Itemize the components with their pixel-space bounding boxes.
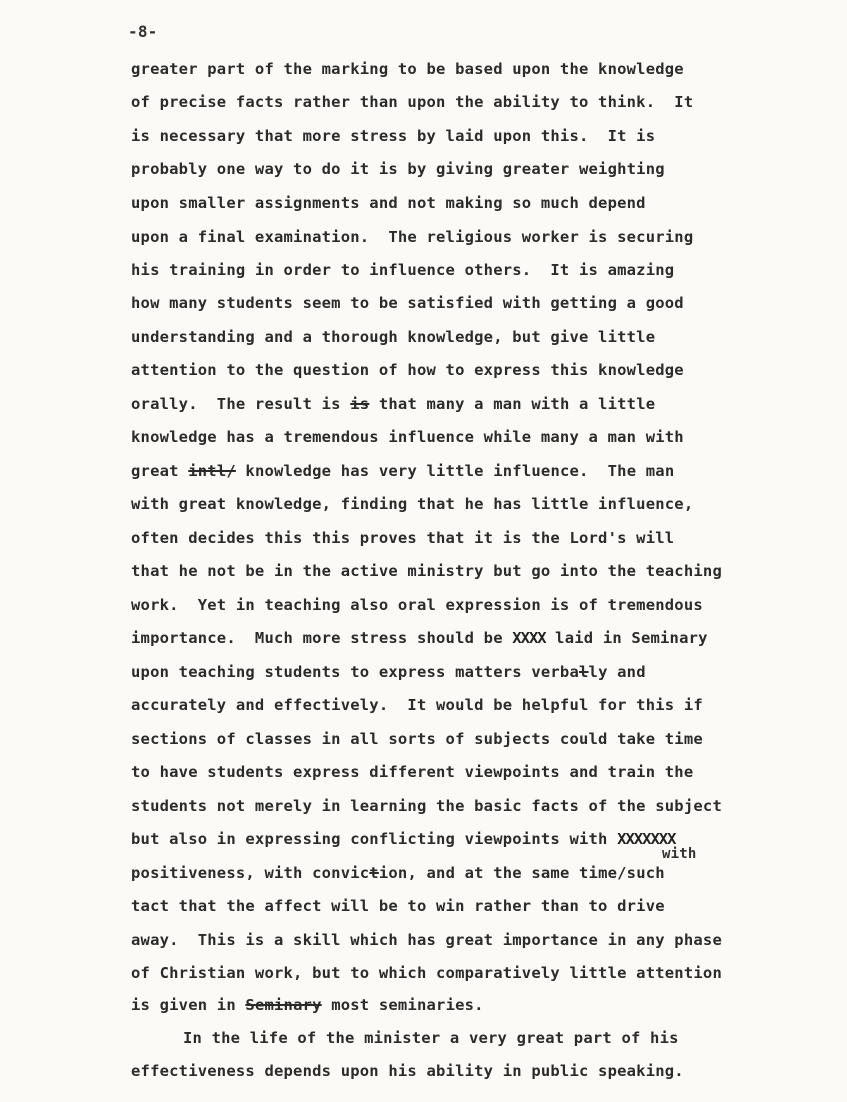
text-line	[131, 863, 665, 883]
text-line: understanding and a thorough knowledge, but give little	[131, 328, 656, 346]
struck-text: t	[369, 864, 379, 882]
line-text: importance. Much more stress should be	[131, 629, 503, 647]
text-line	[131, 394, 655, 414]
text-line: upon smaller assignments and not making so much depend	[131, 194, 646, 212]
text-line: work. Yet in teaching also oral expression is of tremendous	[131, 596, 703, 614]
text-line: his training in order to influence others. It is amazing	[131, 261, 675, 279]
text-line: probably one way to do it is by giving greater weighting	[131, 160, 665, 178]
line-text: knowledge has very little influence. The man	[235, 462, 675, 480]
line-text: that many a man with a little	[369, 395, 656, 413]
text-line: attention to the question of how to express this knowledge	[131, 361, 684, 379]
struck-text: intl/	[188, 462, 236, 480]
text-line: upon a final examination. The religious worker is securing	[131, 228, 694, 246]
text-line	[131, 628, 708, 648]
line-text: most seminaries.	[321, 996, 484, 1014]
text-line: that he not be in the active ministry but go into the teaching	[131, 562, 722, 580]
line-text: orally. The result is	[131, 395, 341, 413]
text-line: how many students seem to be satisfied with getting a good	[131, 294, 684, 312]
text-line: of Christian work, but to which comparatively little attention	[131, 964, 722, 982]
struck-text: is	[350, 395, 370, 413]
text-line: tact that the affect will be to win rather than to drive	[131, 897, 665, 915]
text-line: knowledge has a tremendous influence while many a man with	[131, 428, 684, 446]
text-line	[131, 662, 646, 682]
text-line: greater part of the marking to be based upon the knowledge	[131, 60, 684, 78]
text-line	[131, 829, 675, 849]
text-line: sections of classes in all sorts of subjects could take time	[131, 730, 703, 748]
text-line: is necessary that more stress by laid upon this. It is	[131, 127, 656, 145]
line-text: upon teaching students to express matters verba	[131, 663, 579, 681]
line-text: positiveness, with convic	[131, 864, 370, 882]
struck-text: l	[579, 663, 589, 681]
text-line: accurately and effectively. It would be helpful for this if	[131, 696, 703, 714]
line-text: but also in expressing conflicting viewpoints with	[131, 830, 608, 848]
text-line: students not merely in learning the basic facts of the subject	[131, 797, 722, 815]
text-line: with great knowledge, finding that he has little influence,	[131, 495, 694, 513]
page-number: -8-	[128, 22, 158, 41]
line-text: is given in	[131, 996, 236, 1014]
line-text: great	[131, 462, 179, 480]
line-text: ly and	[588, 663, 646, 681]
xed-out-text: XXXXXXX	[617, 830, 676, 848]
text-line: to have students express different viewpoints and train the	[131, 763, 694, 781]
text-line	[131, 461, 674, 481]
text-line: effectiveness depends upon his ability in public speaking.	[131, 1062, 684, 1080]
text-line: often decides this this proves that it is the Lord's will	[131, 529, 675, 547]
inserted-word: with	[662, 846, 697, 862]
text-line: of precise facts rather than upon the ability to think. It	[131, 93, 694, 111]
xed-out-text: XXXX	[512, 629, 546, 647]
struck-text: Seminary	[245, 996, 322, 1014]
text-line: In the life of the minister a very great part of his	[183, 1029, 679, 1047]
line-text: laid in Seminary	[545, 629, 708, 647]
text-line: away. This is a skill which has great importance in any phase	[131, 931, 722, 949]
line-text: ion, and at the same time/such	[378, 864, 665, 882]
text-line	[131, 995, 484, 1015]
